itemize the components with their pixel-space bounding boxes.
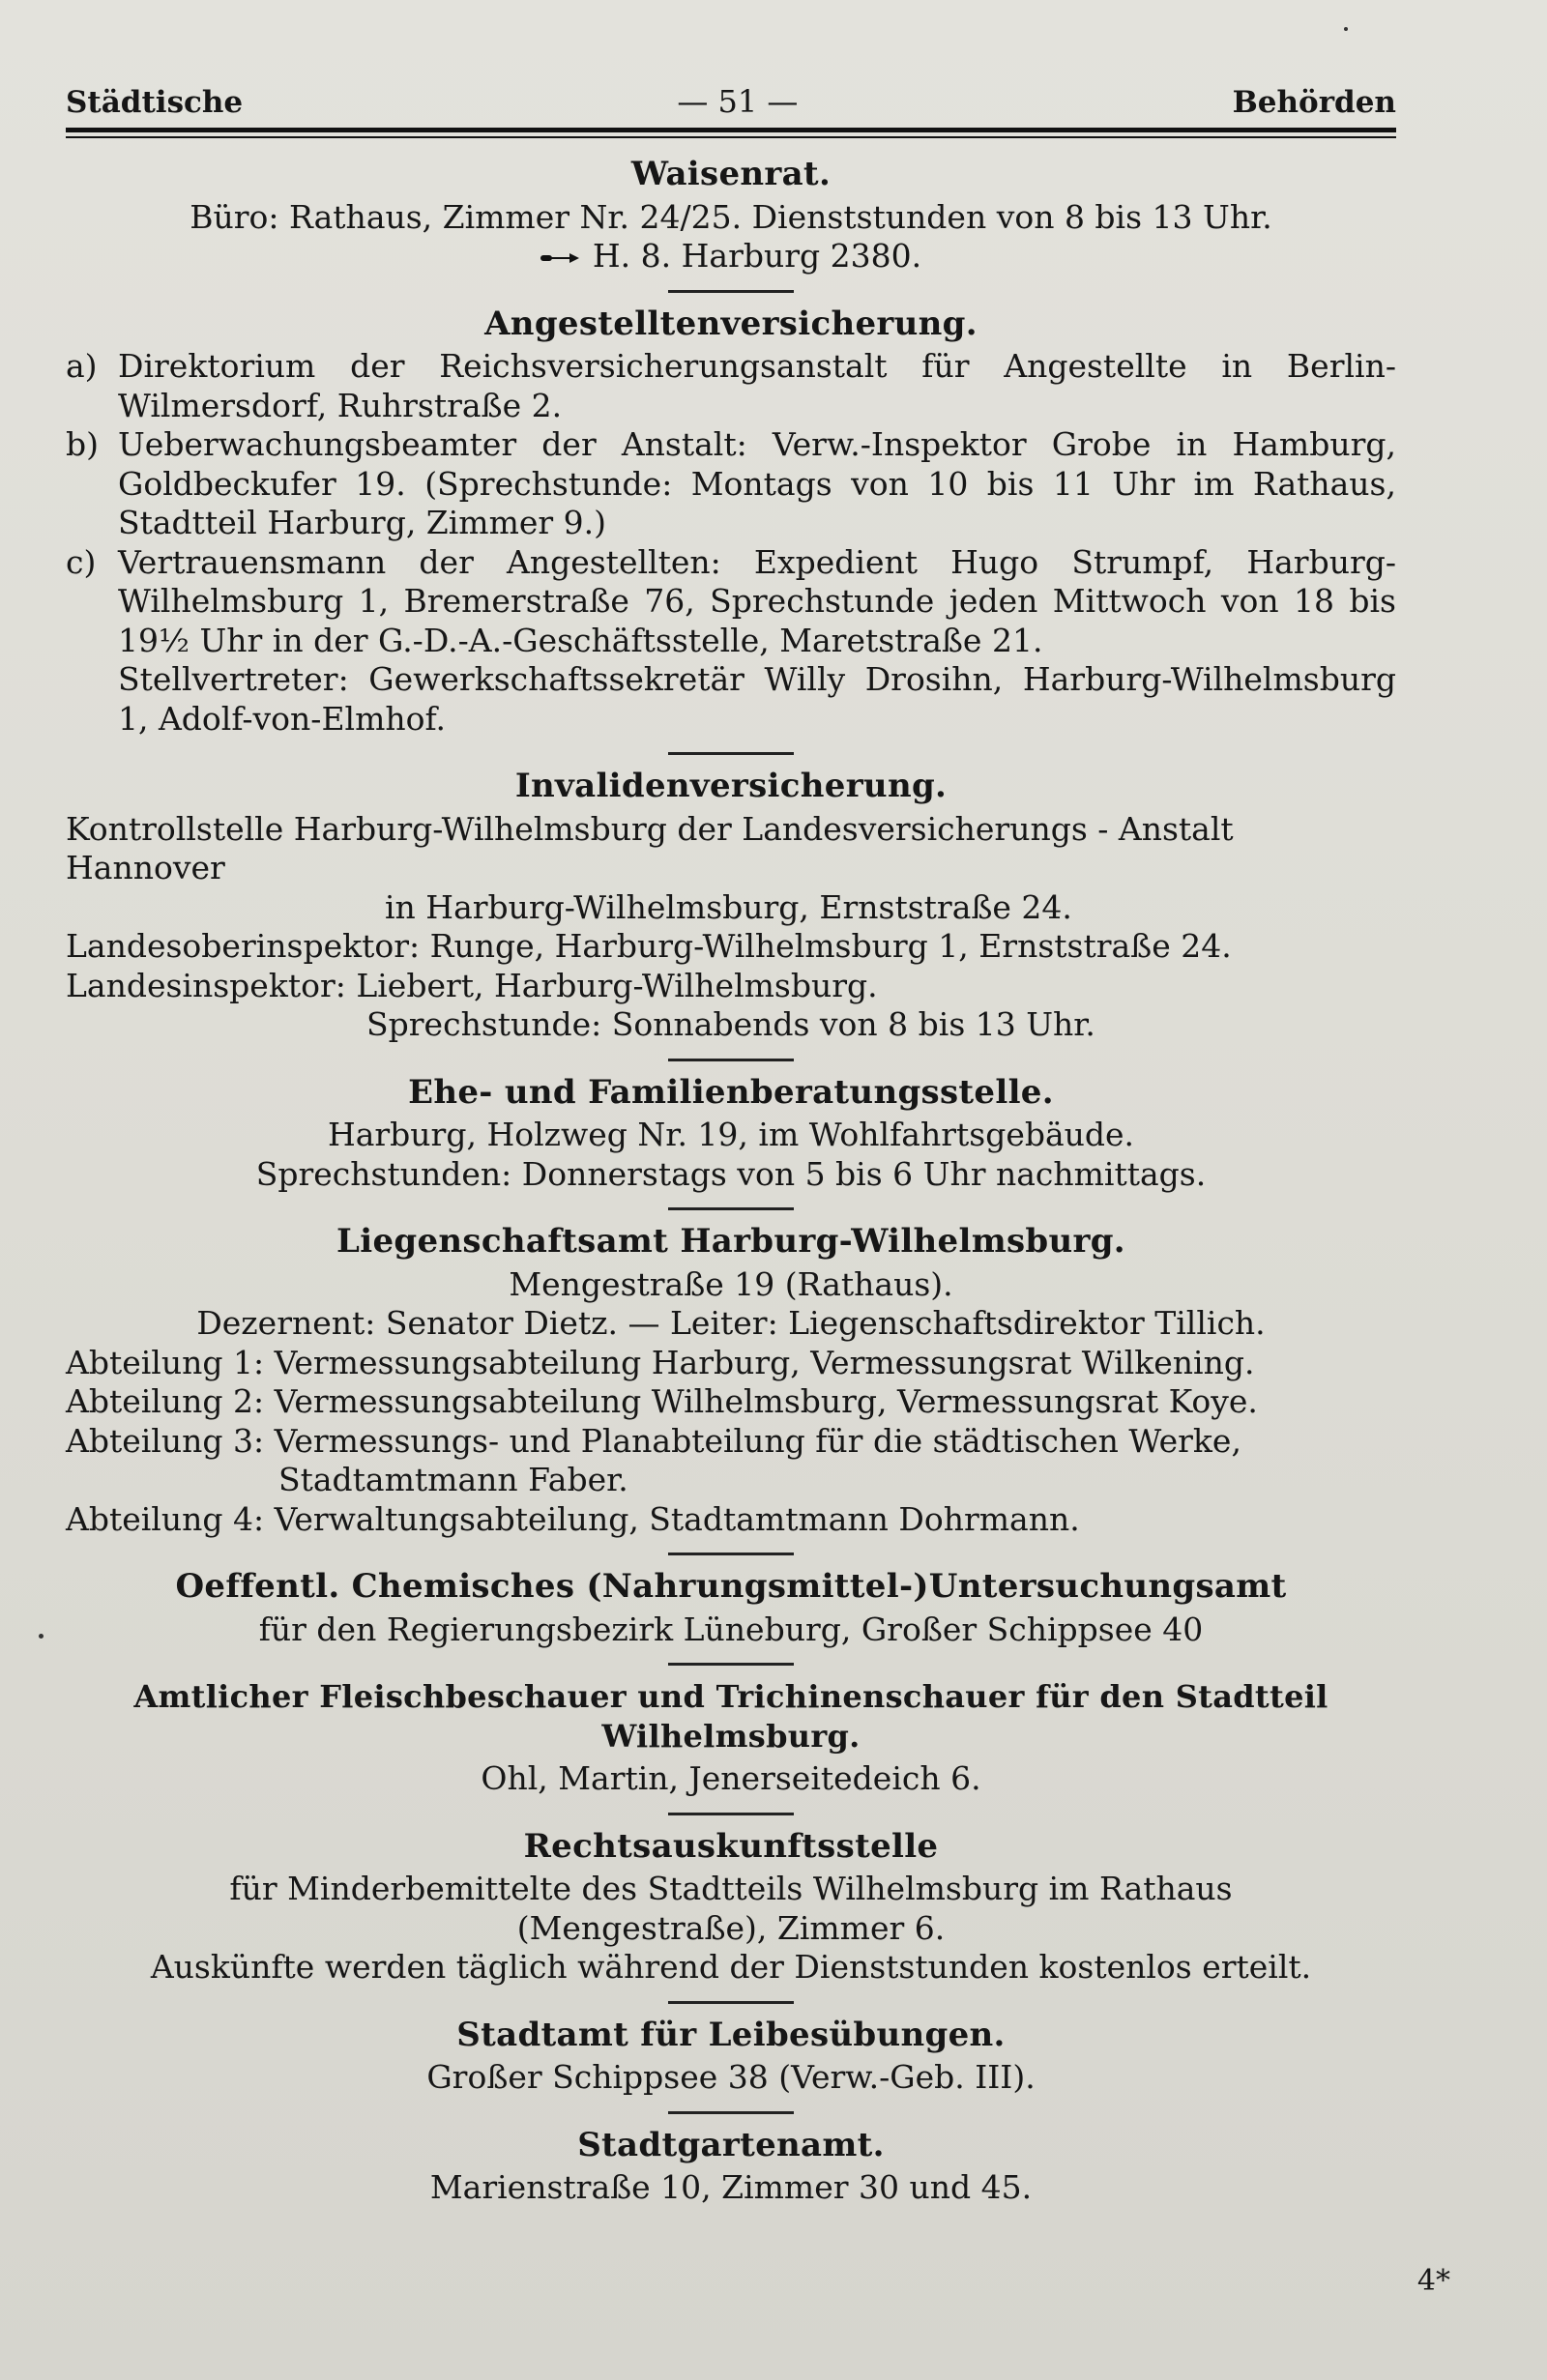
section-title-chemisch: Oeffentl. Chemisches (Nahrungsmittel-)Untersuchungsamt <box>175 1567 1287 1606</box>
divider <box>668 2111 794 2114</box>
rechts-line: für Minderbemittelte des Stadtteils Wilhelmsburg im Rathaus <box>229 1870 1233 1907</box>
invaliden-line: in Harburg-Wilhelmsburg, Ernststraße 24. <box>385 887 1072 926</box>
list-item <box>66 543 1396 661</box>
section-title-waisenrat: Waisenrat. <box>630 155 832 193</box>
item-marker: b) <box>66 425 99 463</box>
running-head-left: Städtische <box>66 85 244 120</box>
item-marker: a) <box>66 347 98 385</box>
section-title-liegenschaft: Liegenschaftsamt Harburg-Wilhelmsburg. <box>336 1222 1125 1261</box>
liegenschaft-dezernent: Dezernent: Senator Dietz. — Leiter: Liegenschaftsdirektor Tillich. <box>196 1304 1266 1342</box>
liegenschaft-abteilung: Abteilung 4: Verwaltungsabteilung, Stadtamtmann Dohrmann. <box>66 1499 1080 1538</box>
garten-line: Marienstraße 10, Zimmer 30 und 45. <box>429 2168 1033 2206</box>
section-title-leibes: Stadtamt für Leibesübungen. <box>456 2015 1006 2054</box>
chemisch-line: für den Regierungsbezirk Lüneburg, Großer Schippsee 40 <box>258 1610 1204 1648</box>
item-text: Direktorium der Reichsversicherungsanstalt für Angestellte in Berlin-Wilmersdorf, Ruhrstraße 2. <box>118 347 1396 424</box>
section-title-garten: Stadtgartenamt. <box>577 2125 885 2164</box>
leibes-line: Großer Schippsee 38 (Verw.-Geb. III). <box>426 2058 1036 2096</box>
rechts-line: (Mengestraße), Zimmer 6. <box>516 1908 946 1947</box>
page-content <box>66 145 1396 2208</box>
fleisch-line: Ohl, Martin, Jenerseitedeich 6. <box>481 1759 981 1797</box>
print-speck <box>1344 27 1348 31</box>
invaliden-line: Landesoberinspektor: Runge, Harburg-Wilhelmsburg 1, Ernststraße 24. <box>66 927 1232 965</box>
running-head-right: Behörden <box>1232 85 1396 120</box>
liegenschaft-abteilung: Stadtamtmann Faber. <box>278 1461 628 1498</box>
liegenschaft-abteilung: Abteilung 2: Vermessungsabteilung Wilhelmsburg, Vermessungsrat Koye. <box>66 1382 1258 1420</box>
invaliden-line: Landesinspektor: Liebert, Harburg-Wilhelmsburg. <box>66 966 878 1004</box>
divider <box>668 1663 794 1666</box>
rechts-line: Auskünfte werden täglich während der Dienststunden kostenlos erteilt. <box>150 1948 1312 1986</box>
invaliden-line: Sprechstunde: Sonnabends von 8 bis 13 Uhr. <box>366 1005 1095 1043</box>
section-title-rechts: Rechtsauskunftsstelle <box>523 1826 939 1866</box>
running-head <box>66 83 1396 120</box>
waisenrat-phone-number: H. 8. Harburg 2380. <box>592 237 922 275</box>
section-title-fleisch: Amtlicher Fleischbeschauer und Trichinenschauer für den Stadtteil Wilhelmsburg. <box>133 1678 1328 1755</box>
liegenschaft-address: Mengestraße 19 (Rathaus). <box>509 1264 953 1303</box>
signature-mark: 4* <box>1416 2264 1450 2298</box>
divider <box>668 2001 794 2004</box>
invaliden-line: Kontrollstelle Harburg-Wilhelmsburg der Landesversicherungs - Anstalt Hannover <box>66 809 1234 886</box>
list-item <box>66 660 1396 739</box>
divider <box>668 1059 794 1061</box>
item-marker: c) <box>66 542 97 581</box>
divider <box>668 752 794 755</box>
liegenschaft-abteilung: Abteilung 3: Vermessungs- und Planabteilung für die städtischen Werke, <box>66 1421 1241 1460</box>
list-item <box>66 347 1396 425</box>
page-number: — 51 — <box>677 83 799 120</box>
section-title-angestellten: Angestelltenversicherung. <box>484 304 978 343</box>
header-rule <box>66 128 1396 138</box>
divider <box>668 1553 794 1555</box>
item-text: Vertrauensmann der Angestellten: Expedient Hugo Strumpf, Harburg-Wilhelmsburg 1, Bremerstraße 76, Sprechstunde jeden Mittwoch von 18 bis 19½ Uhr in der G.-D.-A.-Geschäftsstelle, Maretstraße 21. <box>118 542 1396 659</box>
liegenschaft-abteilung: Abteilung 1: Vermessungsabteilung Harburg, Vermessungsrat Wilkening. <box>66 1343 1255 1381</box>
section-title-ehe: Ehe- und Familienberatungsstelle. <box>408 1072 1054 1112</box>
ehe-line: Harburg, Holzweg Nr. 19, im Wohlfahrtsgebäude. <box>327 1116 1135 1153</box>
waisenrat-phone <box>66 237 1396 276</box>
section-title-invaliden: Invalidenversicherung. <box>514 767 948 805</box>
item-text: Ueberwachungsbeamter der Anstalt: Verw.-Inspektor Grobe in Hamburg, Goldbeckufer 19. (Sprechstunde: Montags von 10 bis 11 Uhr im Rathaus, Stadtteil Harburg, Zimmer 9.) <box>118 425 1396 541</box>
telephone-icon <box>540 251 583 265</box>
divider <box>668 290 794 293</box>
divider <box>668 1813 794 1815</box>
list-item <box>66 425 1396 543</box>
ehe-line: Sprechstunden: Donnerstags von 5 bis 6 Uhr nachmittags. <box>255 1154 1207 1193</box>
print-speck <box>39 1634 44 1639</box>
waisenrat-office: Büro: Rathaus, Zimmer Nr. 24/25. Dienststunden von 8 bis 13 Uhr. <box>190 197 1272 236</box>
deputy-text: Stellvertreter: Gewerkschaftssekretär Willy Drosihn, Harburg-Wilhelmsburg 1, Adolf-von-Elmhof. <box>118 660 1396 738</box>
divider <box>668 1207 794 1210</box>
